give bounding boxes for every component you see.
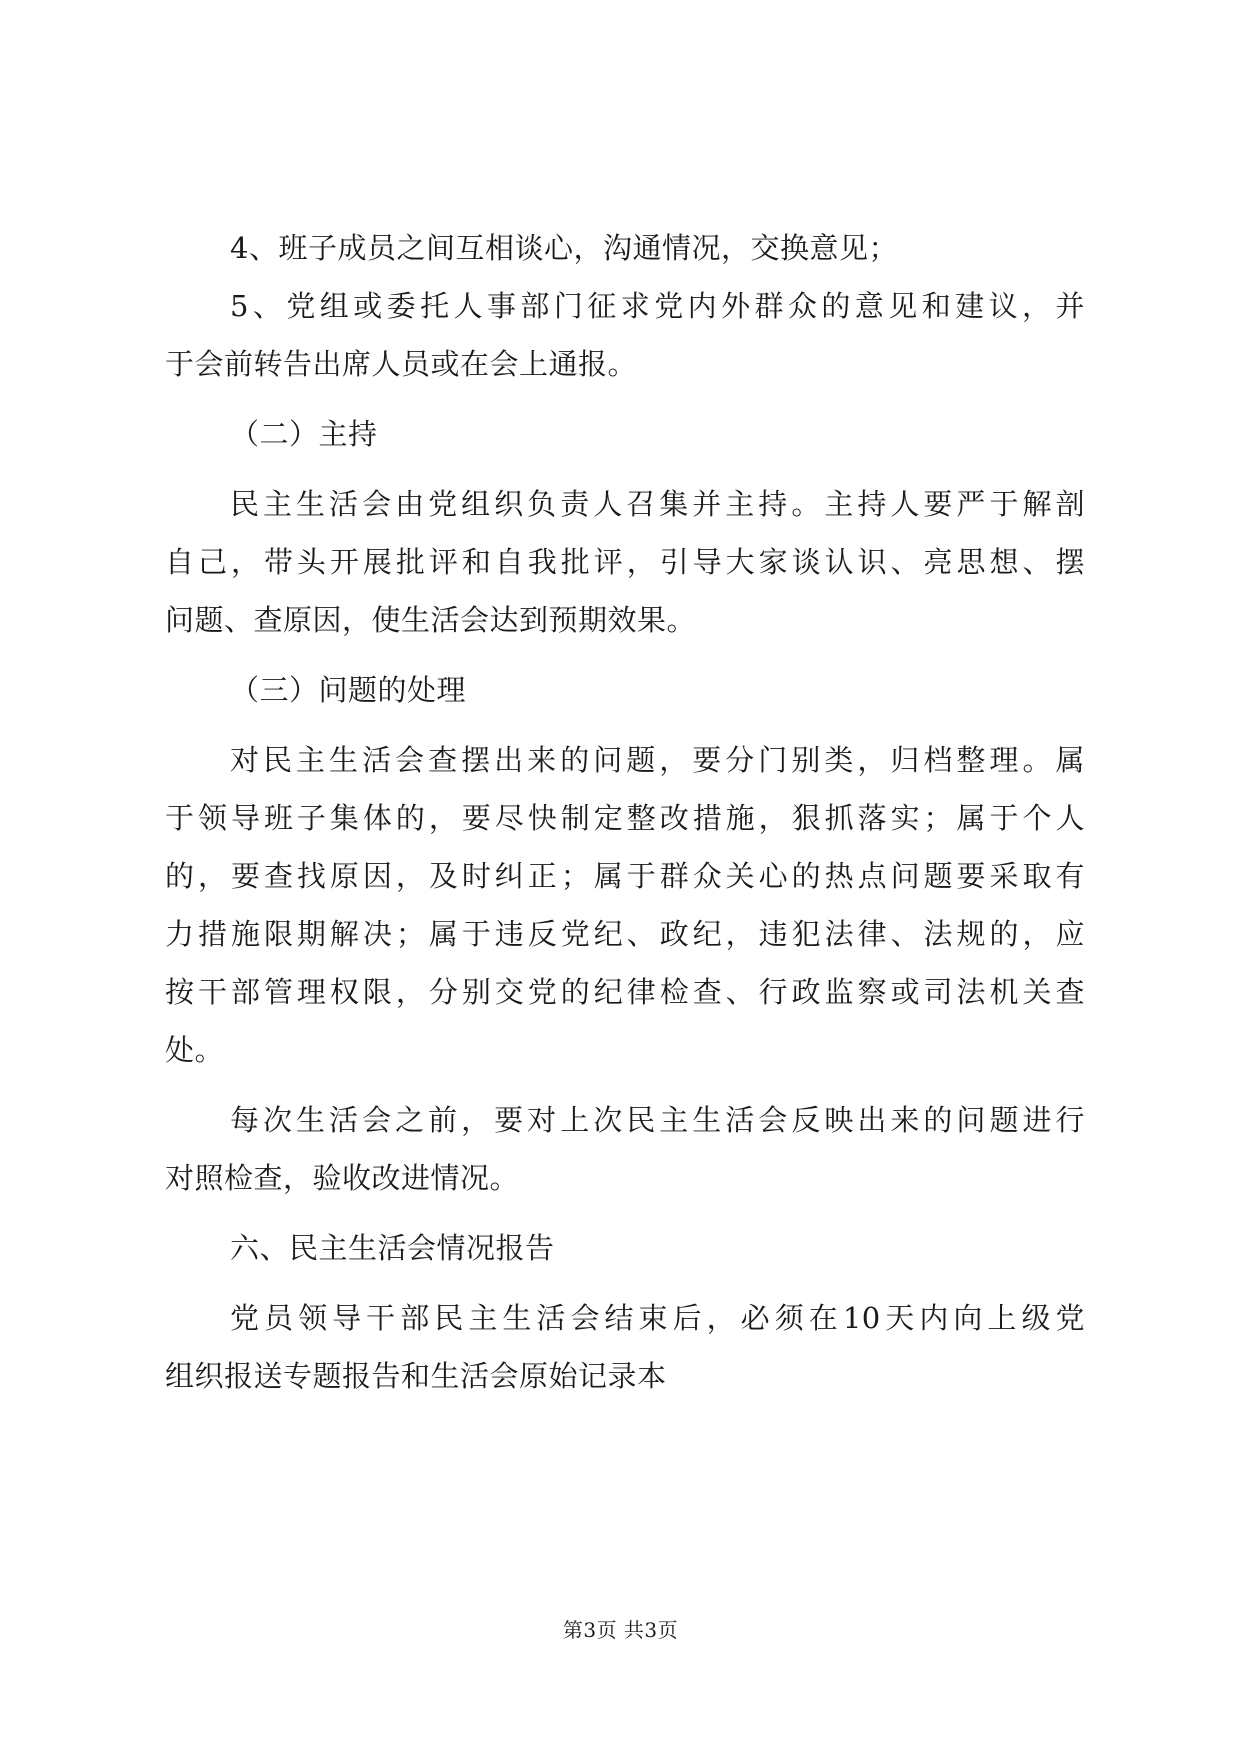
paragraph-line: 对民主生活会查摆出来的问题，要分门别类，归档整理。属 (230, 743, 1085, 777)
section-heading: 六、民主生活会情况报告 (230, 1231, 555, 1265)
paragraph-line: 力措施限期解决；属于违反党纪、政纪，违犯法律、法规的，应 (165, 917, 1085, 951)
paragraph-line: 于会前转告出席人员或在会上通报。 (165, 347, 638, 381)
section-heading: （三）问题的处理 (230, 673, 467, 707)
paragraph-line: 自己，带头开展批评和自我批评，引导大家谈认识、亮思想、摆 (165, 545, 1085, 579)
paragraph-line: 处。 (165, 1033, 225, 1067)
paragraph-line: 每次生活会之前，要对上次民主生活会反映出来的问题进行 (230, 1103, 1085, 1137)
section-heading: （二）主持 (230, 417, 378, 451)
page-number-footer: 第3页 共3页 (562, 1618, 679, 1642)
paragraph-line: 于领导班子集体的，要尽快制定整改措施，狠抓落实；属于个人 (165, 801, 1085, 835)
paragraph-line: 4、班子成员之间互相谈心，沟通情况，交换意见； (230, 231, 898, 265)
paragraph-line: 民主生活会由党组织负责人召集并主持。主持人要严于解剖 (230, 487, 1085, 521)
paragraph-line: 组织报送专题报告和生活会原始记录本 (165, 1359, 667, 1393)
paragraph-line: 问题、查原因，使生活会达到预期效果。 (165, 603, 697, 637)
paragraph-line: 党员领导干部民主生活会结束后，必须在10天内向上级党 (230, 1301, 1085, 1335)
paragraph-line: 5、党组或委托人事部门征求党内外群众的意见和建议，并 (230, 289, 1085, 323)
paragraph-line: 对照检查，验收改进情况。 (165, 1161, 520, 1195)
paragraph-line: 按干部管理权限，分别交党的纪律检查、行政监察或司法机关查 (165, 975, 1085, 1009)
paragraph-line: 的，要查找原因，及时纠正；属于群众关心的热点问题要采取有 (165, 859, 1085, 893)
